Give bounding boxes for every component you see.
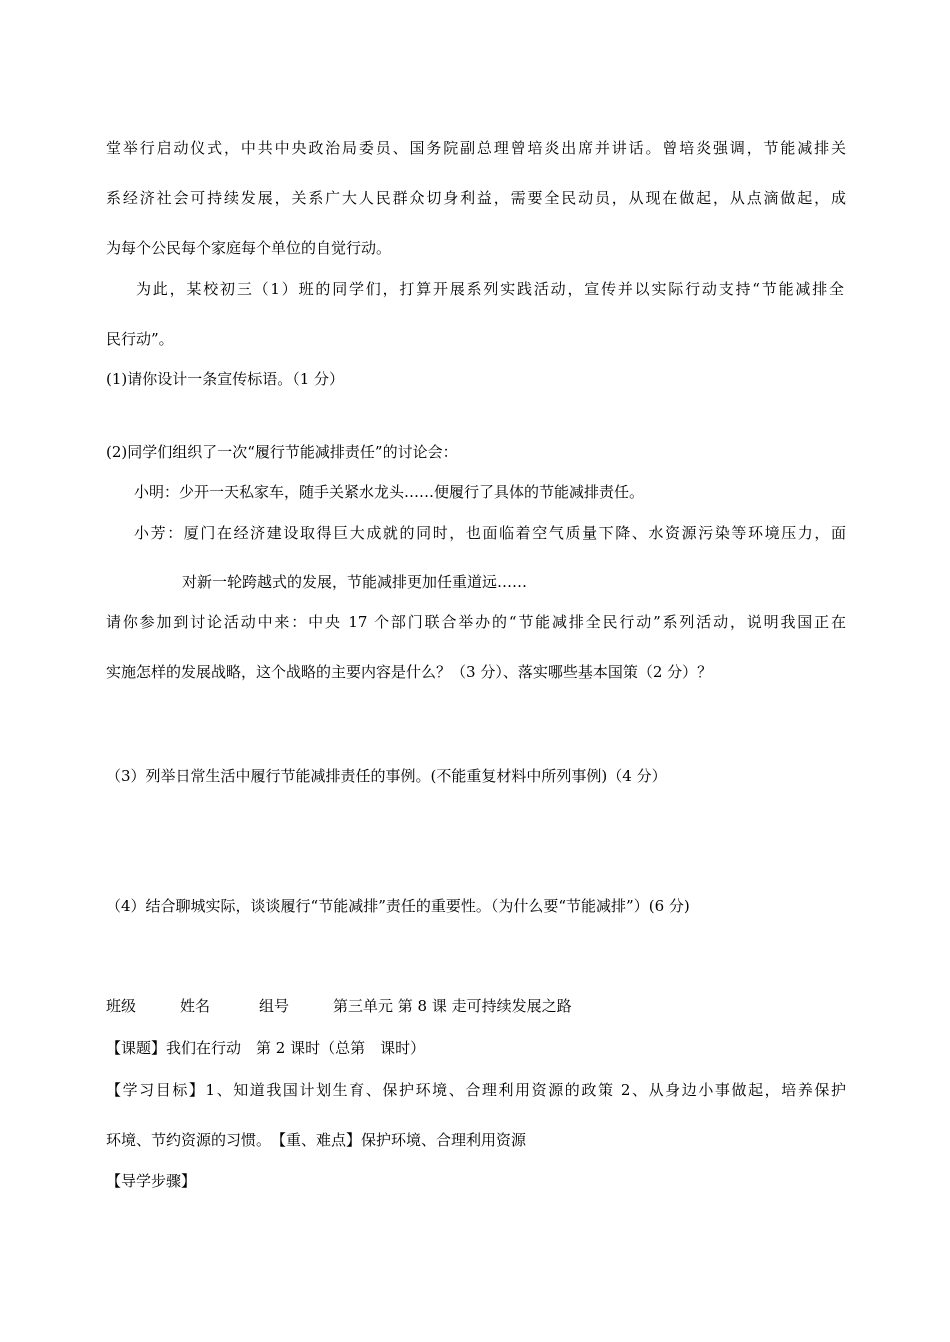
paragraph2-line2: 民行动”。 [106, 330, 174, 348]
name-label: 姓名 [180, 997, 211, 1015]
worksheet-header [106, 996, 572, 1016]
class-label: 班级 [106, 997, 137, 1015]
paragraph1-line1: 堂举行启动仪式，中共中央政治局委员、国务院副总理曾培炎出席并讲话。曾培炎强调，节能减排关 [106, 139, 846, 157]
learning-objectives-line2: 环境、节约资源的习惯。 【重、难点】保护环境、合理利用资源 [106, 1131, 527, 1149]
question-2-xiaofang-line1: 小芳：厦门在经济建设取得巨大成就的同时，也面临着空气质量下降、水资源污染等环境压力，面 [134, 524, 846, 542]
question-2-prompt-line1: 请你参加到讨论活动中来：中央 17 个部门联合举办的“节能减排全民行动”系列活动，说明我国正在 [106, 613, 846, 631]
question-4: （4）结合聊城实际，谈谈履行“节能减排”责任的重要性。（为什么要“节能减排”）(6 分) [106, 897, 690, 915]
question-2-xiaoming: 小明：少开一天私家车，随手关紧水龙头……便履行了具体的节能减排责任。 [134, 483, 645, 501]
learning-objectives-line1: 【学习目标】1、知道我国计划生育、保护环境、合理利用资源的政策 2、从身边小事做起，培养保护 [106, 1081, 846, 1099]
question-1: (1)请你设计一条宣传标语。（1 分） [106, 370, 345, 388]
group-label: 组号 [259, 997, 290, 1015]
question-2-intro: (2)同学们组织了一次“履行节能减排责任”的讨论会： [106, 443, 458, 461]
lesson-topic: 【课题】我们在行动 第 2 课时（总第 课时） [106, 1039, 426, 1057]
unit-title: 第三单元 第 8 课 走可持续发展之路 [333, 997, 572, 1015]
paragraph1-line2: 系经济社会可持续发展，关系广大人民群众切身利益，需要全民动员，从现在做起，从点滴做起，成 [106, 189, 846, 207]
guided-steps-heading: 【导学步骤】 [106, 1172, 197, 1190]
question-3: （3）列举日常生活中履行节能减排责任的事例。(不能重复材料中所列事例)（4 分） [106, 767, 667, 785]
paragraph1-line3: 为每个公民每个家庭每个单位的自觉行动。 [106, 239, 392, 257]
question-2-prompt-line2: 实施怎样的发展战略，这个战略的主要内容是什么？（3 分）、落实哪些基本国策（2 分）？ [106, 663, 713, 681]
question-2-xiaofang-line2: 对新一轮跨越式的发展，节能减排更加任重道远…… [182, 573, 528, 591]
paragraph2-line1: 为此，某校初三（1）班的同学们，打算开展系列实践活动，宣传并以实际行动支持“节能减排全 [136, 280, 844, 298]
